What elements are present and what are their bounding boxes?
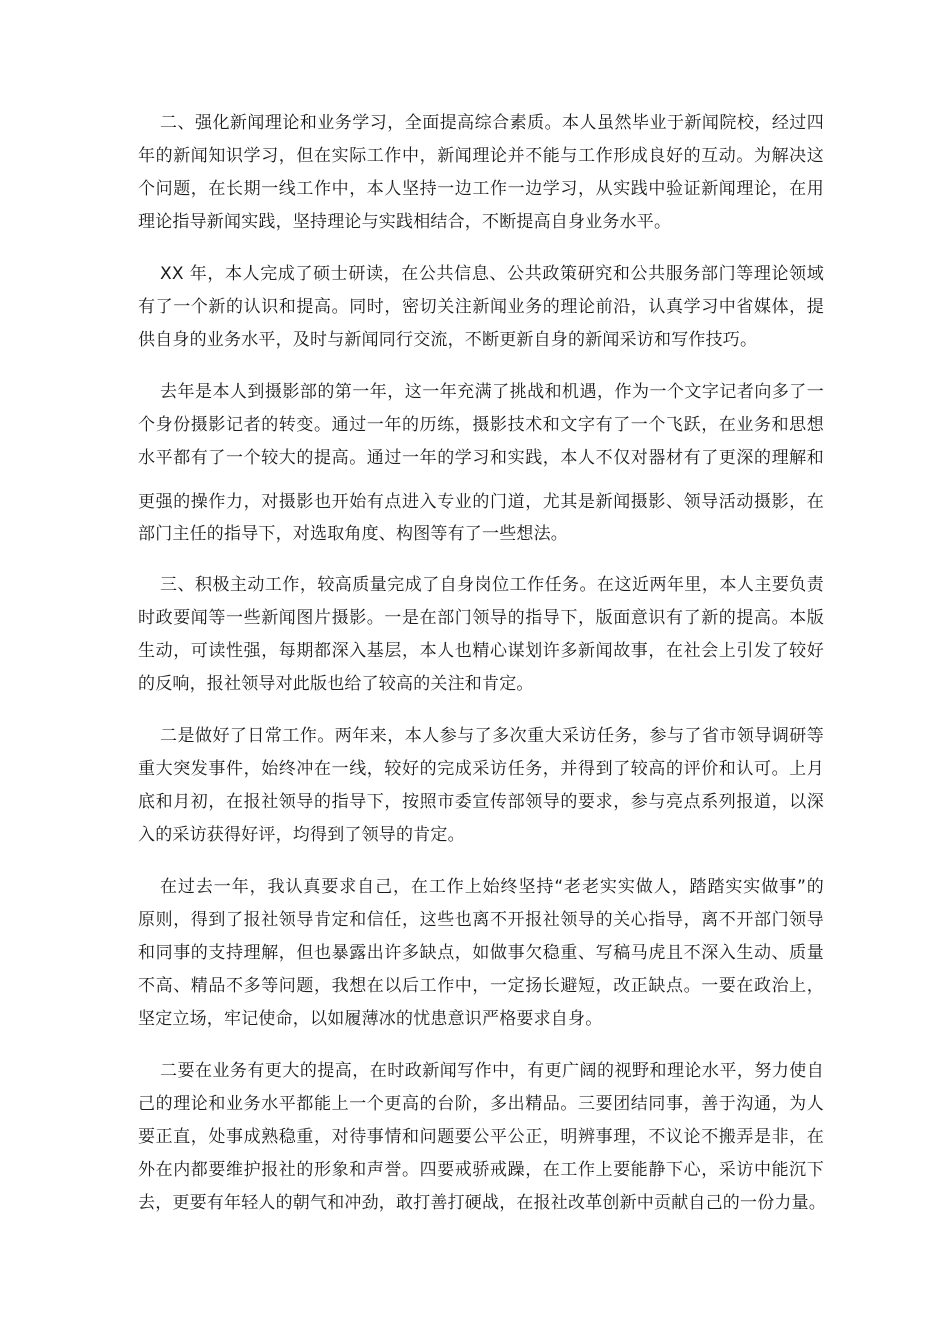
paragraph-line: 二要在业务有更大的提高，在时政新闻写作中，有更广阔的视野和理论水平，努力使自 [160,1061,824,1081]
paragraph-line: 二是做好了日常工作。两年来，本人参与了多次重大采访任务，参与了省市领导调研等 [160,726,824,746]
paragraph-line: 外在内都要维护报社的形象和声誉。四要戒骄戒躁，在工作上要能静下心，采访中能沉下 [138,1160,824,1180]
paragraph-line: 己的理论和业务水平都能上一个更高的台阶，多出精品。三要团结同事，善于沟通，为人 [138,1094,824,1114]
paragraph-line: 水平都有了一个较大的提高。通过一年的学习和实践，本人不仅对器材有了更深的理解和 [138,448,824,468]
paragraph-line: 要正直，处事成熟稳重，对待事情和问题要公平公正，明辨事理，不议论不搬弄是非，在 [138,1127,824,1147]
paragraph-line: 底和月初，在报社领导的指导下，按照市委宣传部领导的要求，参与亮点系列报道，以深 [138,792,824,812]
paragraph-line: XX 年，本人完成了硕士研读，在公共信息、公共政策研究和公共服务部门等理论领域 [160,264,824,284]
paragraph-line: 时政要闻等一些新闻图片摄影。一是在部门领导的指导下，版面意识有了新的提高。本版 [138,608,824,628]
paragraph-line: 年的新闻知识学习，但在实际工作中，新闻理论并不能与工作形成良好的互动。为解决这 [138,146,824,166]
paragraph-line: 不高、精品不多等问题，我想在以后工作中，一定扬长避短，改正缺点。一要在政治上， [138,976,824,996]
paragraph-line: 更强的操作力，对摄影也开始有点进入专业的门道，尤其是新闻摄影、领导活动摄影，在 [138,492,824,512]
paragraph-line: 去，更要有年轻人的朝气和冲劲，敢打善打硬战，在报社改革创新中贡献自己的一份力量。 [138,1193,826,1213]
paragraph-line: 入的采访获得好评，均得到了领导的肯定。 [138,825,465,845]
paragraph-line: 供自身的业务水平，及时与新闻同行交流，不断更新自身的新闻采访和写作技巧。 [138,330,758,350]
paragraph-line: 生动，可读性强，每期都深入基层，本人也精心谋划许多新闻故事，在社会上引发了较好 [138,641,824,661]
paragraph-line: 个问题，在长期一线工作中，本人坚持一边工作一边学习，从实践中验证新闻理论，在用 [138,179,824,199]
paragraph-line: 原则，得到了报社领导肯定和信任，这些也离不开报社领导的关心指导，离不开部门领导 [138,910,824,930]
paragraph-line: 坚定立场，牢记使命，以如履薄冰的忧患意识严格要求自身。 [138,1009,603,1029]
paragraph-line: 重大突发事件，始终冲在一线，较好的完成采访任务，并得到了较高的评价和认可。上月 [138,759,824,779]
paragraph-line: 部门主任的指导下，对选取角度、构图等有了一些想法。 [138,524,568,544]
paragraph-line: 个身份摄影记者的转变。通过一年的历练，摄影技术和文字有了一个飞跃，在业务和思想 [138,415,824,435]
paragraph-line: 二、强化新闻理论和业务学习，全面提高综合素质。本人虽然毕业于新闻院校，经过四 [160,113,824,133]
paragraph-line: 理论指导新闻实践，坚持理论与实践相结合，不断提高自身业务水平。 [138,212,672,232]
paragraph-line: 有了一个新的认识和提高。同时，密切关注新闻业务的理论前沿，认真学习中省媒体，提 [138,297,824,317]
paragraph-line: 在过去一年，我认真要求自己，在工作上始终坚持“老老实实做人，踏踏实实做事”的 [160,877,824,897]
paragraph-line: 和同事的支持理解，但也暴露出许多缺点，如做事欠稳重、写稿马虎且不深入生动、质量 [138,943,824,963]
paragraph-line: 的反响，报社领导对此版也给了较高的关注和肯定。 [138,674,534,694]
paragraph-line: 去年是本人到摄影部的第一年，这一年充满了挑战和机遇，作为一个文字记者向多了一 [160,382,824,402]
paragraph-line: 三、积极主动工作，较高质量完成了自身岗位工作任务。在这近两年里，本人主要负责 [160,575,824,595]
